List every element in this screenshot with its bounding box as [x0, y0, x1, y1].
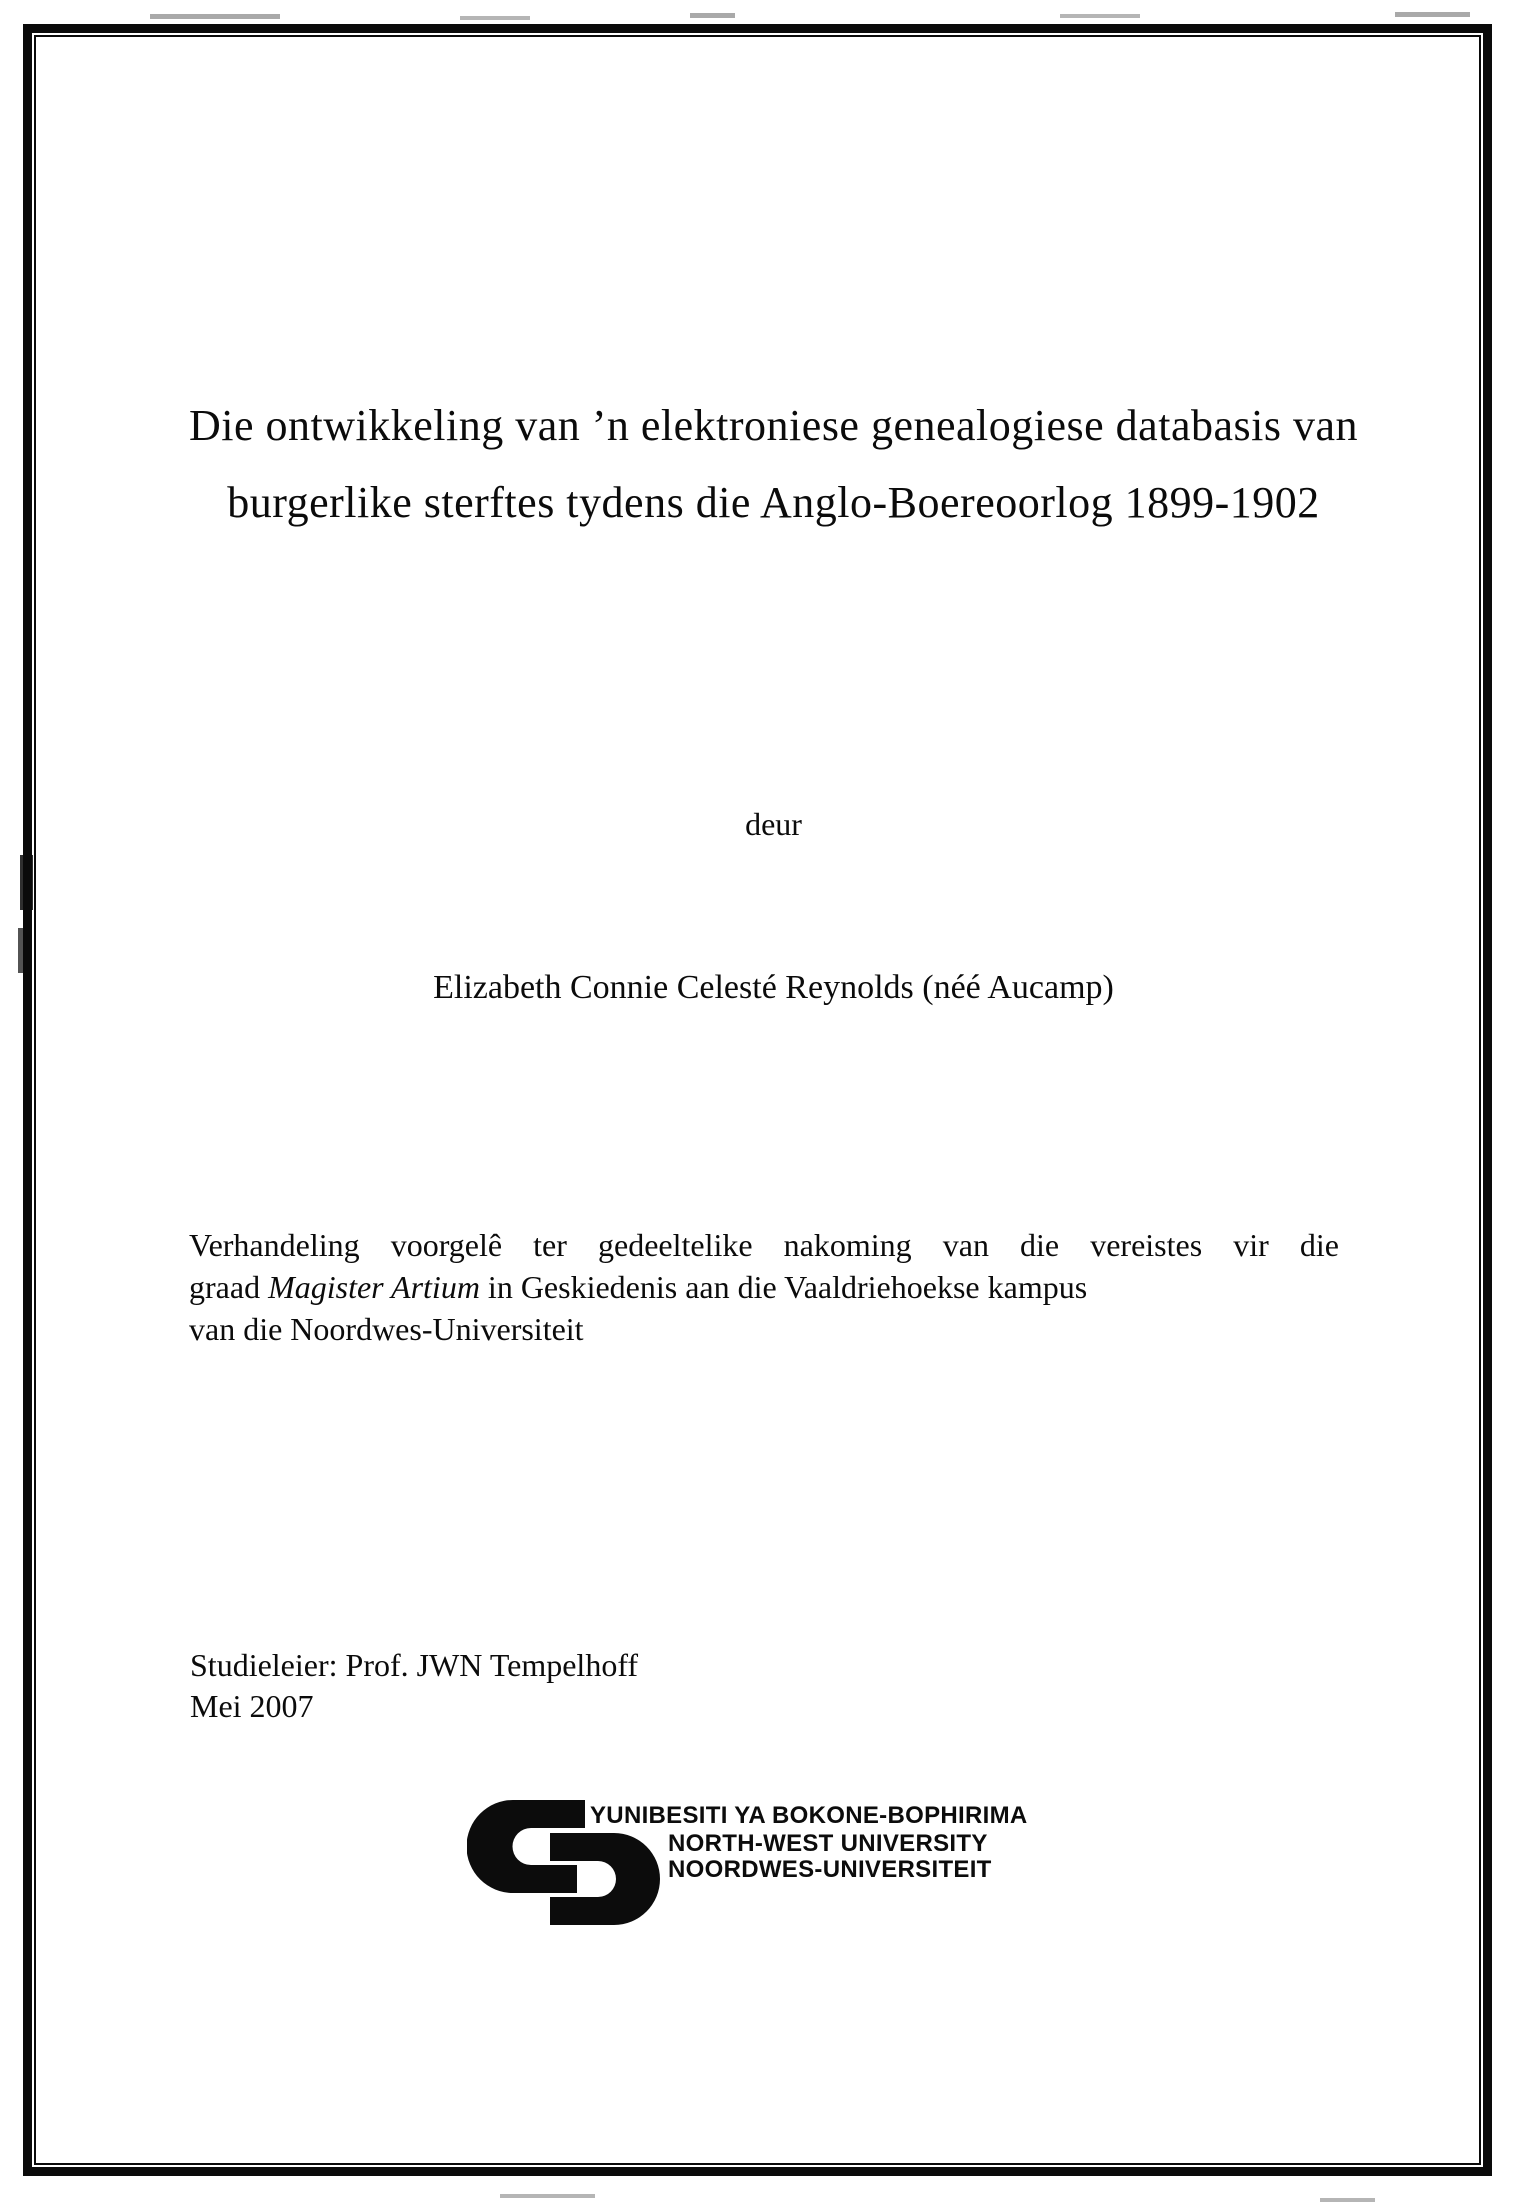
byline-label: deur — [745, 806, 802, 842]
logo-text-afrikaans: NOORDWES-UNIVERSITEIT — [668, 1856, 992, 1883]
supervisor-block — [190, 1645, 638, 1727]
scan-artifact — [460, 16, 530, 20]
scan-artifact — [1320, 2198, 1375, 2202]
degree-statement-line-2 — [189, 1266, 1339, 1308]
scan-artifact — [150, 14, 280, 19]
scan-artifact — [500, 2194, 595, 2198]
thesis-title-line-1: Die ontwikkeling van ’n elektroniese genealogiese databasis van — [188, 401, 1358, 450]
scan-artifact — [20, 855, 33, 910]
degree-suffix: in Geskiedenis aan die Vaaldriehoekse kampus — [479, 1269, 1088, 1305]
logo-text-english: NORTH-WEST UNIVERSITY — [668, 1830, 988, 1857]
thesis-title-line-2: burgerlike sterftes tydens die Anglo-Boereoorlog 1899-1902 — [227, 478, 1320, 527]
degree-statement-line-1: Verhandeling voorgelê ter gedeeltelike nakoming van die vereistes vir die — [189, 1227, 1339, 1263]
degree-statement-line-3: van die Noordwes-Universiteit — [189, 1311, 584, 1347]
scan-artifact — [1060, 14, 1140, 18]
scan-artifact — [1395, 12, 1470, 17]
scan-artifact — [690, 13, 735, 18]
author-name: Elizabeth Connie Celesté Reynolds (néé Aucamp) — [433, 969, 1114, 1006]
supervisor-line: Studieleier: Prof. JWN Tempelhoff — [190, 1647, 639, 1683]
degree-statement — [189, 1224, 1339, 1350]
date-line: Mei 2007 — [190, 1688, 314, 1724]
degree-name: Magister Artium — [268, 1269, 480, 1305]
scan-artifact — [18, 928, 29, 973]
logo-text-setswana: YUNIBESITI YA BOKONE-BOPHIRIMA — [590, 1802, 1028, 1829]
degree-prefix: graad — [189, 1269, 269, 1305]
